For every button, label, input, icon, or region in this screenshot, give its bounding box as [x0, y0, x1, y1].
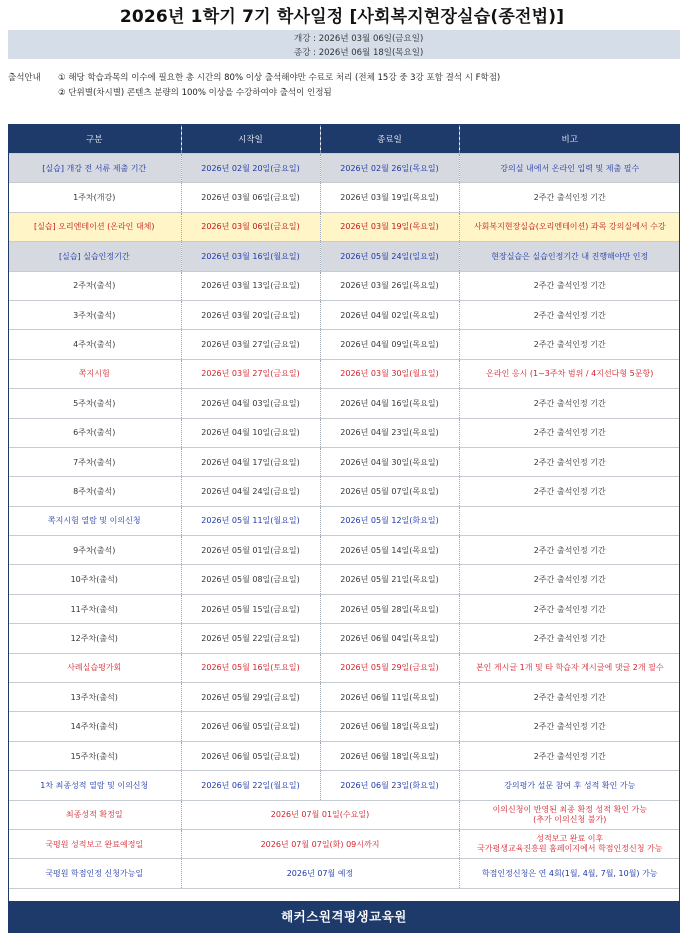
institution-footer: 해커스원격평생교육원: [8, 901, 680, 932]
row-note: 본인 게시글 1개 및 타 학습자 게시글에 댓글 2개 필수: [459, 653, 680, 682]
row-note: 온라인 응시 (1~3주차 범위 / 4지선다형 5문항): [459, 359, 680, 388]
row-end-date: 2026년 03월 30일(월요일): [320, 359, 459, 388]
schedule-table: [8, 124, 680, 889]
row-end-date: 2026년 05월 07일(목요일): [320, 477, 459, 506]
row-note: 2주간 출석인정 기간: [459, 624, 680, 653]
row-note: 사회복지현장실습(오리엔테이션) 과목 강의실에서 수강: [459, 212, 680, 241]
row-end-date: 2026년 04월 23일(목요일): [320, 418, 459, 447]
table-row: [8, 859, 680, 888]
row-start-date: 2026년 04월 24일(금요일): [181, 477, 320, 506]
row-note: [459, 506, 680, 535]
row-start-date: 2026년 03월 20일(금요일): [181, 300, 320, 329]
row-category: 1주차(개강): [8, 183, 181, 212]
row-category: 13주차(출석): [8, 683, 181, 712]
row-category: 5주차(출석): [8, 389, 181, 418]
table-row: [8, 359, 680, 388]
table-row: [8, 624, 680, 653]
row-category: 14주차(출석): [8, 712, 181, 741]
table-header-row: [8, 124, 680, 154]
row-start-date: 2026년 06월 22일(월요일): [181, 771, 320, 800]
row-end-date: 2026년 05월 21일(목요일): [320, 565, 459, 594]
row-category: 10주차(출석): [8, 565, 181, 594]
row-note: 2주간 출석인정 기간: [459, 565, 680, 594]
row-end-date: 2026년 06월 23일(화요일): [320, 771, 459, 800]
row-end-date: 2026년 05월 14일(목요일): [320, 536, 459, 565]
table-row: [8, 447, 680, 476]
header-end-date: 종료일: [320, 124, 459, 154]
table-row: [8, 653, 680, 682]
row-note: 2주간 출석인정 기간: [459, 536, 680, 565]
row-category: [실습] 실습인정기간: [8, 242, 181, 271]
row-note: 2주간 출석인정 기간: [459, 477, 680, 506]
row-date-range: 2026년 07월 01일(수요일): [181, 800, 459, 829]
row-note: 2주간 출석인정 기간: [459, 389, 680, 418]
row-end-date: 2026년 02월 26일(목요일): [320, 154, 459, 183]
row-start-date: 2026년 03월 27일(금요일): [181, 330, 320, 359]
table-row: [8, 477, 680, 506]
row-category: 국평원 성적보고 완료예정일: [8, 829, 181, 858]
row-category: 9주차(출석): [8, 536, 181, 565]
row-start-date: 2026년 04월 03일(금요일): [181, 389, 320, 418]
row-end-date: 2026년 05월 28일(목요일): [320, 594, 459, 623]
table-row: [8, 800, 680, 829]
row-date-range: 2026년 07월 예정: [181, 859, 459, 888]
row-note: 2주간 출석인정 기간: [459, 712, 680, 741]
row-end-date: 2026년 06월 18일(목요일): [320, 712, 459, 741]
row-end-date: 2026년 04월 02일(목요일): [320, 300, 459, 329]
row-date-range: 2026년 07월 07일(화) 09시까지: [181, 829, 459, 858]
table-row: [8, 771, 680, 800]
row-category: 8주차(출석): [8, 477, 181, 506]
header-note: 비고: [459, 124, 680, 154]
row-end-date: 2026년 03월 26일(목요일): [320, 271, 459, 300]
row-end-date: 2026년 06월 04일(목요일): [320, 624, 459, 653]
row-end-date: 2026년 06월 18일(목요일): [320, 741, 459, 770]
row-category: 2주차(출석): [8, 271, 181, 300]
row-category: 6주차(출석): [8, 418, 181, 447]
row-end-date: 2026년 04월 30일(목요일): [320, 447, 459, 476]
row-category: 국평원 학점인정 신청가능일: [8, 859, 181, 888]
closing-date: 종강 : 2026년 06월 18일(목요일): [294, 48, 424, 58]
row-category: [실습] 오리엔테이션 (온라인 대체): [8, 212, 181, 241]
row-start-date: 2026년 04월 17일(금요일): [181, 447, 320, 476]
header-category: 구분: [8, 124, 181, 154]
row-start-date: 2026년 03월 06일(금요일): [181, 183, 320, 212]
row-category: 15주차(출석): [8, 741, 181, 770]
row-end-date: 2026년 06월 11일(목요일): [320, 683, 459, 712]
row-category: 쪽지시험: [8, 359, 181, 388]
row-note: 2주간 출석인정 기간: [459, 447, 680, 476]
row-note: 2주간 출석인정 기간: [459, 683, 680, 712]
page-title: 2026년 1학기 7기 학사일정 [사회복지현장실습(종전법)]: [119, 7, 565, 27]
row-category: 쪽지시험 열람 및 이의신청: [8, 506, 181, 535]
row-start-date: 2026년 05월 01일(금요일): [181, 536, 320, 565]
row-start-date: 2026년 06월 05일(금요일): [181, 712, 320, 741]
row-start-date: 2026년 02월 20일(금요일): [181, 154, 320, 183]
row-note: 2주간 출석인정 기간: [459, 300, 680, 329]
table-row: [8, 829, 680, 858]
table-row: [8, 389, 680, 418]
row-start-date: 2026년 05월 15일(금요일): [181, 594, 320, 623]
row-category: 최종성적 확정일: [8, 800, 181, 829]
row-category: 1차 최종성적 열람 및 이의신청: [8, 771, 181, 800]
row-category: 3주차(출석): [8, 300, 181, 329]
attendance-notice-label: 출석안내: [8, 73, 41, 83]
row-start-date: 2026년 06월 05일(금요일): [181, 741, 320, 770]
row-category: 사례실습평가회: [8, 653, 181, 682]
row-start-date: 2026년 03월 27일(금요일): [181, 359, 320, 388]
opening-date: 개강 : 2026년 03월 06일(금요일): [294, 34, 424, 44]
table-row: [8, 212, 680, 241]
row-start-date: 2026년 04월 10일(금요일): [181, 418, 320, 447]
table-row: [8, 183, 680, 212]
row-note-line-1: 성적보고 완료 이후: [536, 834, 604, 844]
row-end-date: 2026년 04월 09일(목요일): [320, 330, 459, 359]
row-start-date: 2026년 03월 16일(월요일): [181, 242, 320, 271]
table-row: [8, 154, 680, 183]
row-end-date: 2026년 05월 29일(금요일): [320, 653, 459, 682]
row-note: 현장실습은 실습인정기간 내 진행해야만 인정: [459, 242, 680, 271]
row-category: 7주차(출석): [8, 447, 181, 476]
row-note-line-1: 학점인정신청은 연 4회(1월, 4월, 7월, 10월) 가능: [481, 868, 658, 878]
row-note: 2주간 출석인정 기간: [459, 741, 680, 770]
table-row: [8, 418, 680, 447]
row-end-date: 2026년 05월 24일(일요일): [320, 242, 459, 271]
row-end-date: 2026년 03월 19일(목요일): [320, 183, 459, 212]
header-start-date: 시작일: [181, 124, 320, 154]
row-note: [459, 800, 680, 829]
row-start-date: 2026년 05월 11일(월요일): [181, 506, 320, 535]
table-row: [8, 741, 680, 770]
row-end-date: 2026년 04월 16일(목요일): [320, 389, 459, 418]
row-note: 2주간 출석인정 기간: [459, 271, 680, 300]
row-note-line-2: (추가 이의신청 불가): [533, 814, 607, 824]
table-row: [8, 271, 680, 300]
table-row: [8, 712, 680, 741]
row-start-date: 2026년 05월 29일(금요일): [181, 683, 320, 712]
table-row: [8, 300, 680, 329]
table-row: [8, 565, 680, 594]
row-category: [실습] 개강 전 서류 제출 기간: [8, 154, 181, 183]
table-row: [8, 594, 680, 623]
row-note-line-2: 국가평생교육진흥원 홈페이지에서 학점인정신청 가능: [477, 844, 663, 854]
row-note: 2주간 출석인정 기간: [459, 418, 680, 447]
row-note: 2주간 출석인정 기간: [459, 183, 680, 212]
row-start-date: 2026년 05월 08일(금요일): [181, 565, 320, 594]
row-note: 강의실 내에서 온라인 입력 및 제출 필수: [459, 154, 680, 183]
attendance-rule-1: ① 해당 학습과목의 이수에 필요한 총 시간의 80% 이상 출석해야만 수료로 처리 (전체 15강 중 3강 포함 결석 시 F학점): [58, 73, 501, 83]
term-dates-band: [8, 30, 680, 59]
table-row: [8, 330, 680, 359]
row-start-date: 2026년 03월 13일(금요일): [181, 271, 320, 300]
row-category: 11주차(출석): [8, 594, 181, 623]
row-note: 강의평가 설문 참여 후 성적 확인 가능: [459, 771, 680, 800]
table-row: [8, 506, 680, 535]
row-start-date: 2026년 05월 22일(금요일): [181, 624, 320, 653]
row-start-date: 2026년 03월 06일(금요일): [181, 212, 320, 241]
row-end-date: 2026년 05월 12일(화요일): [320, 506, 459, 535]
row-note: 2주간 출석인정 기간: [459, 594, 680, 623]
row-note: [459, 859, 680, 888]
attendance-rule-2: ② 단위별(차시별) 콘텐츠 분량의 100% 이상을 수강하여야 출석이 인정됨: [58, 88, 332, 98]
table-row: [8, 242, 680, 271]
row-note: [459, 829, 680, 858]
row-end-date: 2026년 03월 19일(목요일): [320, 212, 459, 241]
row-category: 12주차(출석): [8, 624, 181, 653]
row-note: 2주간 출석인정 기간: [459, 330, 680, 359]
row-note-line-1: 이의신청이 반영된 최종 확정 성적 확인 가능: [492, 804, 647, 814]
table-row: [8, 683, 680, 712]
row-category: 4주차(출석): [8, 330, 181, 359]
table-row: [8, 536, 680, 565]
row-start-date: 2026년 05월 16일(토요일): [181, 653, 320, 682]
